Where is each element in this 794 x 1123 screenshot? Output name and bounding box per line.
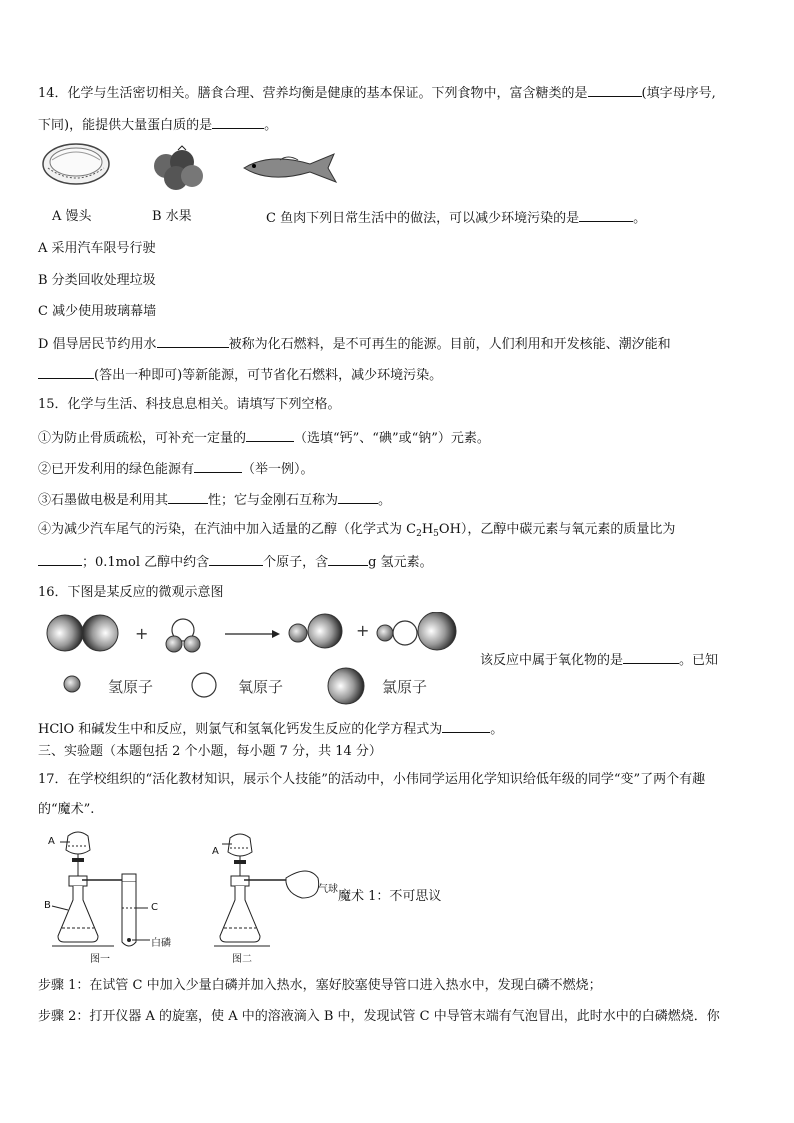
fruit-image xyxy=(148,144,208,192)
step-2: 步骤 2：打开仪器 A 的旋塞，使 A 中的溶液滴入 B 中，发现试管 C 中导管末端有气泡冒出，此时水中的白磷燃烧．你 xyxy=(38,1009,720,1024)
food-label-c-line: C 鱼肉下列日常生活中的做法，可以减少环境污染的是 。 xyxy=(266,208,646,228)
chlorine-atom-icon xyxy=(47,615,83,651)
q15-item5: ；0.1mol 乙醇中约含 个原子，含 g 氢元素。 xyxy=(38,552,433,572)
answer-blank[interactable] xyxy=(38,552,82,566)
oxygen-legend-icon xyxy=(190,671,218,699)
food-label-b: B 水果 xyxy=(152,209,192,224)
q15-title: 15．化学与生活、科技息息相关。请填写下列空格。 xyxy=(38,397,341,412)
apparatus-figure-2 xyxy=(208,828,328,964)
q17-line1: 17．在学校组织的“活化教材知识，展示个人技能”的活动中，小伟同学运用化学知识给低年级的同学“变”了两个有趣 xyxy=(38,772,706,787)
answer-blank[interactable] xyxy=(194,459,242,473)
q15-item4: ④为减少汽车尾气的污染，在汽油中加入适量的乙醇（化学式为 $C_2H_5OH$），乙醇中碳元素与氧元素的质量比为 xyxy=(38,522,676,539)
food-label-a: A 馒头 xyxy=(52,209,92,224)
step-1: 步骤 1：在试管 C 中加入少量白磷并加入热水，塞好胶塞使导管口进入热水中，发现白磷不燃烧； xyxy=(38,978,602,993)
legend-chlorine: 氯原子 xyxy=(382,678,428,696)
q16-side-text: 该反应中属于氧化物的是 。已知 xyxy=(480,650,718,670)
chlorine-atom-icon xyxy=(418,612,456,650)
hydrogen-atom-icon xyxy=(166,636,182,652)
answer-blank[interactable] xyxy=(209,552,263,566)
option-c: C 减少使用玻璃幕墙 xyxy=(38,304,157,319)
fig1-label-c: C xyxy=(151,902,158,913)
hydrogen-atom-icon xyxy=(184,636,200,652)
q16-line2: HClO 和碱发生中和反应，则氯气和氢氧化钙发生反应的化学方程式为 。 xyxy=(38,719,503,739)
chlorine-atom-icon xyxy=(82,615,118,651)
fig2-label-balloon: 气球 xyxy=(318,884,338,895)
energy-line2: (答出一种即可)等新能源，可节省化石燃料，减少环境污染。 xyxy=(38,365,442,385)
fig1-label-phosphorus: 白磷 xyxy=(151,938,171,949)
fish-image xyxy=(240,150,340,186)
answer-blank[interactable] xyxy=(157,334,229,348)
hydrogen-legend-icon xyxy=(62,674,82,694)
svg-text:+: + xyxy=(356,621,370,640)
option-d-line: D 倡导居民节约用水 被称为化石燃料，是不可再生的能源。目前，人们利用和开发核能、潮汐能和 xyxy=(38,334,671,354)
answer-blank[interactable] xyxy=(168,490,208,504)
answer-blank[interactable] xyxy=(579,208,633,222)
magic-1-title: 魔术 1：不可思议 xyxy=(338,889,442,904)
section3-title: 三、实验题（本题包括 2 个小题，每小题 7 分，共 14 分） xyxy=(38,744,382,759)
answer-blank[interactable] xyxy=(442,719,490,733)
q15-item3: ③石墨做电极是利用其 性；它与金刚石互称为 。 xyxy=(38,490,391,510)
fig2-label-a: A xyxy=(212,846,219,857)
answer-blank[interactable] xyxy=(328,552,368,566)
answer-blank[interactable] xyxy=(338,490,378,504)
q17-line2: 的“魔术”. xyxy=(38,802,95,817)
hydrogen-atom-icon xyxy=(289,624,307,642)
svg-text:+: + xyxy=(135,624,149,643)
balloon-icon xyxy=(286,871,319,898)
fig1-label-a: A xyxy=(48,836,55,847)
answer-blank[interactable] xyxy=(623,650,679,664)
reaction-diagram xyxy=(40,612,465,657)
oxygen-atom-icon xyxy=(393,621,417,645)
q16-title: 16．下图是某反应的微观示意图 xyxy=(38,585,224,600)
fig2-caption: 图二 xyxy=(232,954,252,965)
q15-item2: ②已开发利用的绿色能源有 （举一例）。 xyxy=(38,459,314,479)
answer-blank[interactable] xyxy=(38,365,94,379)
chlorine-atom-icon xyxy=(308,614,342,648)
legend-hydrogen: 氢原子 xyxy=(108,678,154,696)
answer-blank[interactable] xyxy=(588,83,642,97)
answer-blank[interactable] xyxy=(246,428,294,442)
option-b: B 分类回收处理垃圾 xyxy=(38,273,156,288)
hydrogen-atom-icon xyxy=(377,625,393,641)
steamed-bun-image xyxy=(40,140,112,190)
answer-blank[interactable] xyxy=(212,115,264,129)
fig1-caption: 图一 xyxy=(90,954,110,965)
chlorine-legend-icon xyxy=(326,666,366,706)
q15-item1: ①为防止骨质疏松，可补充一定量的 （选填“钙”、“碘”或“钠”）元素。 xyxy=(38,428,490,448)
legend-oxygen: 氧原子 xyxy=(238,678,284,696)
option-a: A 采用汽车限号行驶 xyxy=(38,241,156,256)
fig1-label-b: B xyxy=(44,900,51,911)
q14-line2: 下同)，能提供大量蛋白质的是 。 xyxy=(38,115,277,135)
q14-line1: 14．化学与生活密切相关。膳食合理、营养均衡是健康的基本保证。下列食物中，富含糖类的是 (填字母序号, xyxy=(38,83,716,103)
